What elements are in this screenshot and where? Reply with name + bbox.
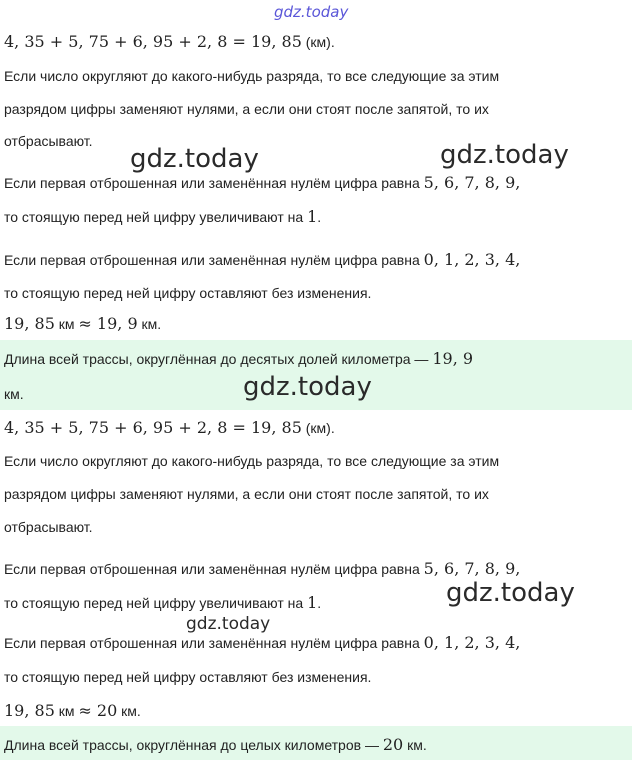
round-up-rule-2-line-2 bbox=[4, 594, 321, 612]
answer-2 bbox=[4, 736, 427, 754]
round-up-rule-1-number: 1 bbox=[307, 207, 318, 226]
rule-1-line-3: отбрасывают. bbox=[4, 133, 93, 149]
watermark-4: gdz.today bbox=[446, 578, 575, 608]
result-1-unit: км bbox=[54, 316, 79, 332]
equation-1 bbox=[4, 33, 335, 51]
rule-1-line-1: Если число округляют до какого-нибудь разряда, то все следующие за этим bbox=[4, 68, 500, 84]
result-2 bbox=[4, 702, 141, 720]
round-up-rule-2-end: . bbox=[317, 595, 322, 611]
round-up-rule-2-number: 1 bbox=[307, 593, 318, 612]
result-2-end: км. bbox=[117, 703, 141, 719]
keep-rule-1-text: Если первая отброшенная или заменённая нулём цифра равна bbox=[4, 252, 424, 268]
result-1-approx: ≈ 19, 9 bbox=[78, 314, 138, 333]
round-up-rule-2-line-2-text: то стоящую перед ней цифру увеличивают на bbox=[4, 595, 308, 611]
keep-rule-2-digits: 0, 1, 2, 3, 4, bbox=[423, 633, 521, 652]
round-up-rule-1-end: . bbox=[317, 209, 322, 225]
rule-2-line-2: разрядом цифры заменяют нулями, а если они стоят после запятой, то их bbox=[4, 486, 489, 502]
result-1 bbox=[4, 315, 161, 333]
keep-rule-2-text: Если первая отброшенная или заменённая нулём цифра равна bbox=[4, 635, 424, 651]
keep-rule-1 bbox=[4, 251, 520, 269]
round-up-rule-2-digits: 5, 6, 7, 8, 9, bbox=[423, 559, 521, 578]
round-up-rule-1-line-2 bbox=[4, 208, 321, 226]
round-up-rule-1-text: Если первая отброшенная или заменённая нулём цифра равна bbox=[4, 175, 424, 191]
answer-1-line-2: км. bbox=[4, 386, 24, 402]
answer-1-number: 19, 9 bbox=[432, 349, 474, 368]
rule-2-line-3: отбрасывают. bbox=[4, 519, 93, 535]
watermark-3: gdz.today bbox=[243, 372, 372, 402]
keep-rule-2 bbox=[4, 634, 520, 652]
answer-1-text: Длина всей трассы, округлённая до десятых долей километра — bbox=[4, 351, 433, 367]
round-up-rule-1-line-2-text: то стоящую перед ней цифру увеличивают на bbox=[4, 209, 308, 225]
watermark-2: gdz.today bbox=[440, 140, 569, 170]
round-up-rule-2-text: Если первая отброшенная или заменённая нулём цифра равна bbox=[4, 561, 424, 577]
equation-1-math: 4, 35 + 5, 75 + 6, 95 + 2, 8 = 19, 85 bbox=[4, 32, 302, 51]
round-up-rule-2 bbox=[4, 560, 520, 578]
answer-2-text: Длина всей трассы, округлённая до целых километров — bbox=[4, 737, 383, 753]
result-2-approx: ≈ 20 bbox=[78, 701, 118, 720]
watermark-5: gdz.today bbox=[186, 614, 271, 634]
round-up-rule-1 bbox=[4, 174, 520, 192]
answer-1 bbox=[4, 350, 473, 368]
watermark-top: gdz.today bbox=[274, 3, 349, 21]
result-2-unit: км bbox=[54, 703, 79, 719]
rule-2-line-1: Если число округляют до какого-нибудь разряда, то все следующие за этим bbox=[4, 453, 500, 469]
result-1-end: км. bbox=[137, 316, 162, 332]
answer-2-end: км. bbox=[403, 737, 427, 753]
keep-rule-1-digits: 0, 1, 2, 3, 4, bbox=[423, 250, 521, 269]
keep-rule-1-line-2: то стоящую перед ней цифру оставляют без изменения. bbox=[4, 285, 372, 301]
watermark-1: gdz.today bbox=[130, 144, 259, 174]
result-2-value: 19, 85 bbox=[4, 701, 55, 720]
equation-2-math: 4, 35 + 5, 75 + 6, 95 + 2, 8 = 19, 85 bbox=[4, 418, 302, 437]
rule-1-line-2: разрядом цифры заменяют нулями, а если они стоят после запятой, то их bbox=[4, 101, 489, 117]
result-1-value: 19, 85 bbox=[4, 314, 55, 333]
keep-rule-2-line-2: то стоящую перед ней цифру оставляют без изменения. bbox=[4, 669, 372, 685]
equation-2 bbox=[4, 419, 335, 437]
equation-2-unit: (км). bbox=[301, 420, 335, 436]
round-up-rule-1-digits: 5, 6, 7, 8, 9, bbox=[423, 173, 521, 192]
equation-1-unit: (км). bbox=[301, 34, 335, 50]
answer-2-number: 20 bbox=[382, 735, 404, 754]
